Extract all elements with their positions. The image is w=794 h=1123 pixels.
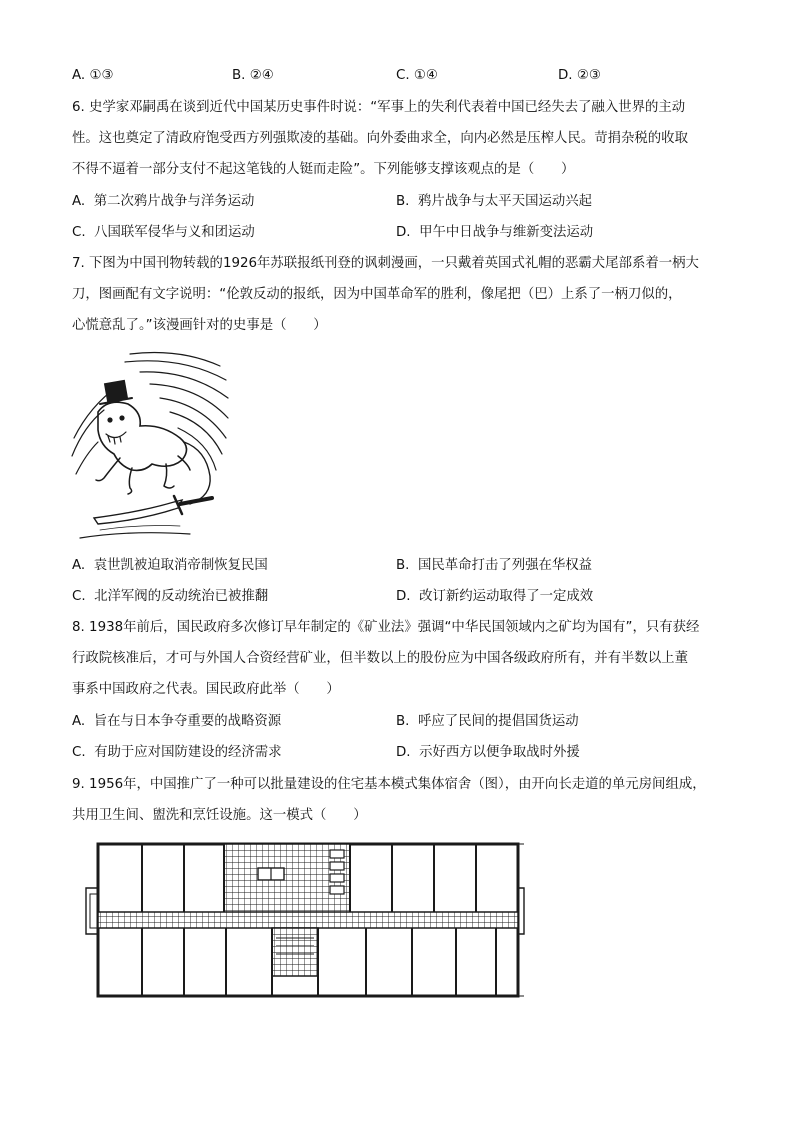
q5-option-c-text: ①④ (413, 68, 438, 83)
q6-option-d (396, 223, 593, 243)
q6-option-a-label: A. (72, 194, 86, 209)
q6-stem-line-3: 不得不逼着一部分支付不起这笔钱的人铤而走险”。下列能够支撑该观点的是（ ） (72, 162, 575, 177)
q7-option-b-label: B. (396, 558, 410, 573)
q7-option-c-label: C. (72, 589, 86, 604)
q8-stem-line-1 (72, 618, 732, 638)
q6-option-b (396, 192, 592, 212)
q5-option-d (558, 66, 601, 86)
q6-option-a-text: 第二次鸦片战争与洋务运动 (93, 194, 255, 209)
q7-stem-line-2: 刀，图画配有文字说明：“伦敦反动的报纸，因为中国革命军的胜利，像尾把（巴）上系了一柄刀似的， (72, 287, 682, 302)
q6-option-b-label: B. (396, 194, 410, 209)
q6-stem-line-2: 性。这也奠定了清政府饱受西方列强欺凌的基础。向外委曲求全，向内必然是压榨人民。苛捐杂税的收取 (72, 131, 688, 146)
q5-option-b-text: ②④ (249, 68, 274, 83)
q7-stem-text-1: 下图为中国刊物转载的1926年苏联报纸刊登的讽刺漫画，一只戴着英国式礼帽的恶霸犬尾部系着一柄大 (89, 256, 699, 271)
q8-stem-text-1: 1938年前后，国民政府多次修订早年制定的《矿业法》强调“中华民国领域内之矿均为国有”，只有获经 (89, 620, 700, 635)
q8-number: 8. (72, 620, 85, 635)
q5-option-b (232, 66, 274, 86)
q7-option-a (72, 556, 268, 576)
q8-option-c (72, 743, 282, 763)
q8-option-a-text: 旨在与日本争夺重要的战略资源 (93, 714, 282, 729)
q8-option-b (396, 712, 579, 732)
dormitory-floor-plan (76, 838, 526, 1006)
q7-option-d-label: D. (396, 589, 411, 604)
q7-option-d (396, 587, 593, 607)
stair-hall (272, 928, 318, 976)
q7-option-c (72, 587, 268, 607)
q9-number: 9. (72, 777, 85, 792)
q8-option-c-text: 有助于应对国防建设的经济需求 (94, 745, 282, 760)
motion-line (140, 372, 228, 398)
q9-stem-line-1 (72, 775, 732, 795)
q6-stem-line-1 (72, 98, 732, 118)
q6-option-d-text: 甲午中日战争与维新变法运动 (419, 225, 594, 240)
q8-stem-line-3: 事系中国政府之代表。国民政府此举（ ） (72, 682, 340, 697)
q6-stem-text-1: 史学家邓嗣禹在谈到近代中国某历史事件时说：“军事上的失利代表着中国已经失去了融入世界的主动 (89, 100, 686, 115)
q5-option-a (72, 66, 113, 86)
q5-option-c-label: C. (396, 68, 410, 83)
motion-line (125, 361, 226, 380)
q5-option-a-label: A. (72, 68, 86, 83)
q6-option-b-text: 鸦片战争与太平天国运动兴起 (417, 194, 593, 209)
q6-option-c-text: 八国联军侵华与义和团运动 (94, 225, 255, 240)
q6-option-d-label: D. (396, 225, 411, 240)
q7-stem-line-1 (72, 254, 732, 274)
q9-stem-text-1: 1956年，中国推广了一种可以批量建设的住宅基本模式集体宿舍（图），由开向长走道的单元房间组成， (89, 777, 706, 792)
q6-number: 6. (72, 100, 85, 115)
q6-option-c-label: C. (72, 225, 86, 240)
q9-stem-line-2: 共用卫生间、盥洗和烹饪设施。这一模式（ ） (72, 808, 367, 823)
q7-option-d-text: 改订新约运动取得了一定成效 (419, 589, 594, 604)
q8-option-b-text: 呼应了民间的提倡国货运动 (417, 714, 579, 729)
long-corridor (98, 912, 518, 928)
q8-option-b-label: B. (396, 714, 410, 729)
motion-line (76, 442, 98, 474)
q8-option-c-label: C. (72, 745, 86, 760)
q8-option-d-text: 示好西方以便争取战时外援 (419, 745, 580, 760)
q8-option-a-label: A. (72, 714, 86, 729)
top-hat (105, 380, 128, 401)
q7-option-a-text: 袁世凯被迫取消帝制恢复民国 (93, 558, 268, 573)
q5-option-a-text: ①③ (89, 68, 114, 83)
satirical-cartoon-dog-with-sword (70, 346, 230, 546)
q6-option-a (72, 192, 254, 212)
q6-option-c (72, 223, 255, 243)
q7-option-a-label: A. (72, 558, 86, 573)
sword-blade (94, 500, 182, 524)
q5-option-d-text: ②③ (576, 68, 601, 83)
q7-stem-line-3: 心慌意乱了。”该漫画针对的史事是（ ） (72, 318, 327, 333)
q8-stem-line-2: 行政院核准后，才可与外国人合资经营矿业，但半数以上的股份应为中国各级政府所有，并有半数以上董 (72, 651, 688, 666)
q7-option-b (396, 556, 592, 576)
q5-option-b-label: B. (232, 68, 246, 83)
q8-option-d (396, 743, 580, 763)
sword-hilt (180, 498, 212, 504)
q7-option-b-text: 国民革命打击了列强在华权益 (417, 558, 593, 573)
q5-option-d-label: D. (558, 68, 573, 83)
tail-rope (184, 442, 210, 504)
q7-number: 7. (72, 256, 85, 271)
q8-option-a (72, 712, 281, 732)
motion-line (150, 384, 228, 418)
q5-option-c (396, 66, 438, 86)
q7-option-c-text: 北洋军阀的反动统治已被推翻 (94, 589, 269, 604)
q8-option-d-label: D. (396, 745, 411, 760)
motion-line (130, 353, 220, 367)
motion-line (170, 412, 222, 454)
